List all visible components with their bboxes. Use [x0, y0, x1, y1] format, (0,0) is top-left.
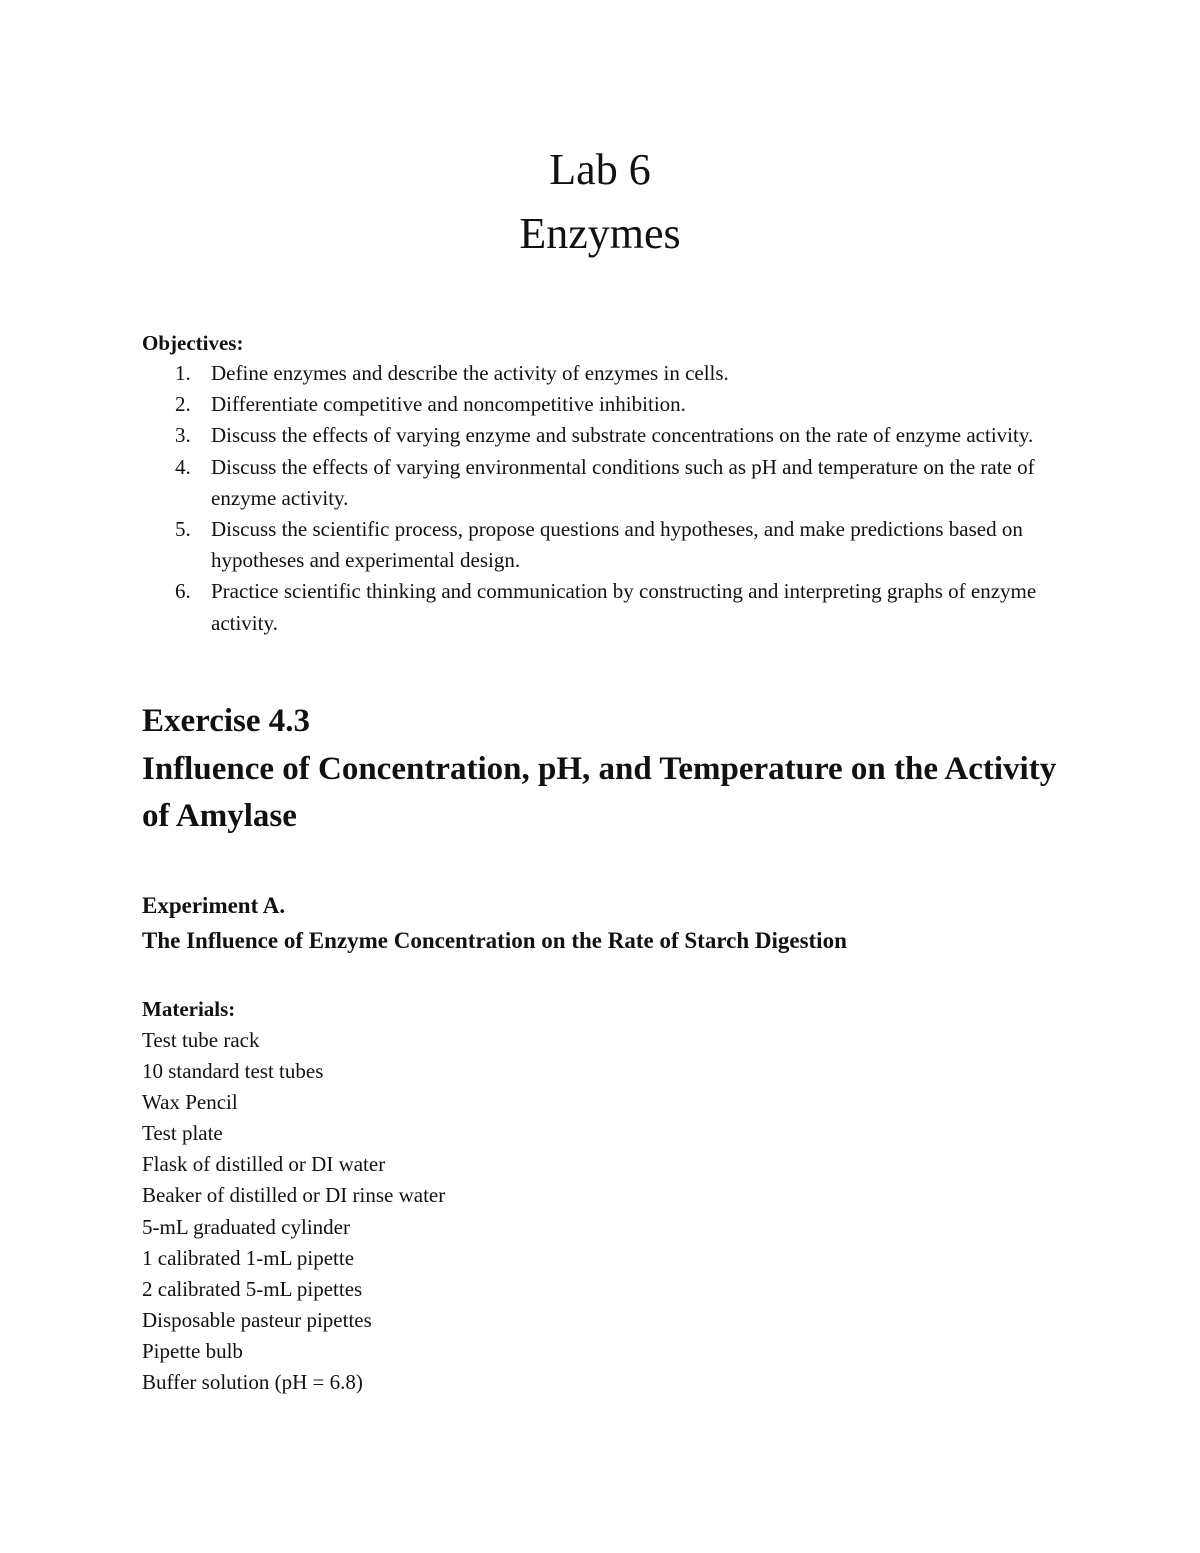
material-item: 1 calibrated 1-mL pipette [142, 1245, 355, 1270]
objective-number: 1. [175, 361, 191, 385]
material-item: 5-mL graduated cylinder [142, 1214, 350, 1239]
objective-item [142, 389, 1072, 420]
material-item: Flask of distilled or DI water [142, 1152, 386, 1177]
objective-item [142, 358, 1072, 389]
objective-number: 3. [175, 423, 191, 448]
materials-heading: Materials: [142, 997, 236, 1021]
experiment-heading [142, 888, 1102, 958]
material-item: Wax Pencil [142, 1090, 238, 1115]
objective-text: Discuss the scientific process, propose questions and hypotheses, and make predictions based on hypotheses and experimental design. [211, 517, 1023, 573]
lab-topic-title: Enzymes [519, 209, 681, 258]
objective-item [142, 514, 1072, 576]
material-item: Disposable pasteur pipettes [142, 1307, 372, 1332]
exercise-title: Influence of Concentration, pH, and Temperature on the Activity of Amylase [142, 750, 1057, 834]
exercise-heading [142, 698, 1062, 841]
objective-text: Discuss the effects of varying environmental conditions such as pH and temperature on the rate of enzyme activity. [211, 454, 1035, 510]
material-item: Buffer solution (pH = 6.8) [142, 1370, 363, 1395]
objective-number: 6. [175, 579, 191, 604]
lab-number-title: Lab 6 [549, 145, 651, 194]
exercise-label: Exercise 4.3 [142, 703, 311, 739]
material-item: 10 standard test tubes [142, 1059, 324, 1084]
objective-item [142, 452, 1072, 514]
objective-text: Differentiate competitive and noncompetitive inhibition. [211, 392, 686, 417]
objective-number: 4. [175, 454, 191, 479]
experiment-title: The Influence of Enzyme Concentration on the Rate of Starch Digestion [142, 928, 847, 953]
objectives-heading: Objectives: [142, 331, 244, 355]
material-item: 2 calibrated 5-mL pipettes [142, 1276, 363, 1301]
material-item: Beaker of distilled or DI rinse water [142, 1183, 446, 1208]
objective-number: 5. [175, 517, 191, 542]
objectives-list [142, 358, 1072, 639]
objective-text: Practice scientific thinking and communication by constructing and interpreting graphs of enzyme activity. [211, 579, 1037, 635]
objective-item [142, 576, 1072, 638]
material-item: Test tube rack [142, 1028, 260, 1052]
objective-text: Discuss the effects of varying enzyme and substrate concentrations on the rate of enzyme activity. [211, 423, 1034, 448]
material-item: Test plate [142, 1121, 223, 1146]
objective-item [142, 420, 1072, 451]
objective-number: 2. [175, 392, 191, 417]
objective-text: Define enzymes and describe the activity of enzymes in cells. [211, 361, 729, 385]
experiment-label: Experiment A. [142, 893, 286, 918]
material-item: Pipette bulb [142, 1338, 243, 1363]
materials-list [142, 1025, 445, 1398]
